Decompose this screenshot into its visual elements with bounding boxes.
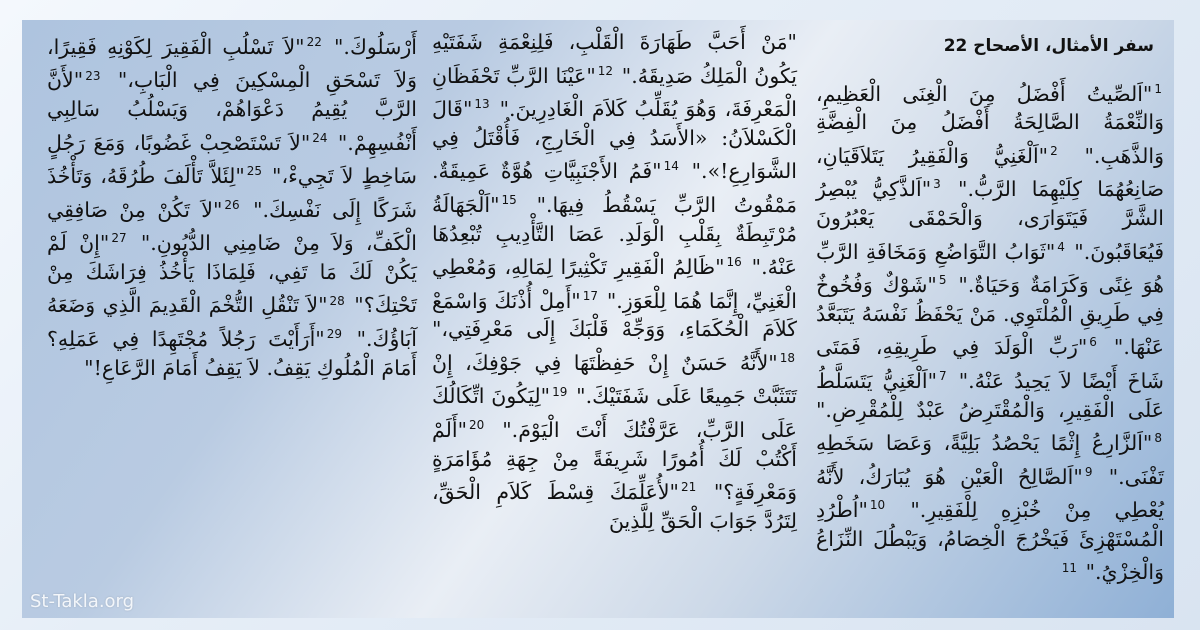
text-column-middle xyxy=(432,28,797,610)
verse-number: 26 xyxy=(224,197,240,212)
verse-text: "لأُعَلِّمَكَ قِسْطَ كَلاَمِ الْحَقِّ، لِتَرُدَّ جَوَابَ الْحَقِّ لِلَّذِينَ xyxy=(432,480,797,533)
verse-text: "لأَنَّ الرَّبَّ يُقِيمُ دَعْوَاهُمْ، وَيَسْلُبُ سَالِبِي أَنْفُسِهِمْ." xyxy=(47,68,417,155)
verse-text: "أَمِلْ أُذْنَكَ وَاسْمَعْ كَلاَمَ الْحُكَمَاءِ، وَوَجِّهْ قَلْبَكَ إِلَى مَعْرِفَتِي،" xyxy=(432,288,797,342)
verse-text: "أَلَمْ أَكْتُبْ لَكَ أُمُورًا شَرِيفَةً مِنْ جِهَةِ مُؤَامَرَةٍ وَمَعْرِفَةٍ؟" xyxy=(432,417,797,505)
verse-number: 21 xyxy=(680,480,697,495)
verse-text: "عَيْنَا الرَّبِّ تَحْفَظَانِ الْمَعْرِفَةَ، وَهُوَ يُقَلِّبُ كَلاَمَ الْغَادِرِينَ." xyxy=(432,63,797,122)
verse-text: "إِنْ لَمْ يَكُنْ لَكَ مَا تَفِي، فَلِمَاذَا يَأْخُذُ فِرَاشَكَ مِنْ تَحْتِكَ؟" xyxy=(47,231,417,318)
verse-text: "لاَ تَكُنْ مِنْ صَافِقِي الْكَفِّ، وَلاَ مِنْ ضَامِنِي الدُّيُونِ." xyxy=(47,197,417,256)
verse-number: 10 xyxy=(869,498,886,513)
verse-text: "اَلصِّيتُ أَفْضَلُ مِنَ الْغِنَى الْعَظِيمِ، وَالنِّعْمَةُ الصَّالِحَةُ أَفْضَلُ مِنَ الْفِضَّةِ وَالذَّهَبِ." xyxy=(816,81,1164,168)
verse-number: 20 xyxy=(469,418,485,433)
verse-text: "لِيَكُونَ اتِّكَالُكَ عَلَى الرَّبِّ، عَرَّفْتُكَ أَنْتَ الْيَوْمَ." xyxy=(432,384,797,442)
verse-number: 24 xyxy=(312,130,328,145)
scripture-panel xyxy=(22,20,1174,618)
verse-text: أَرْسَلُوكَ." xyxy=(334,34,417,59)
text-column-left xyxy=(47,28,417,610)
verse-number: 13 xyxy=(474,97,490,112)
verse-number: 12 xyxy=(597,63,614,78)
verse-text: "اَلزَّارِعُ إِثْمًا يَحْصُدُ بَلِيَّةً، وَعَصَا سَخَطِهِ تَفْنَى." xyxy=(816,431,1164,489)
chapter-heading: سفر الأمثال، الأصحاح 22 xyxy=(943,36,1154,56)
verse-text: "شَوْكٌ وَفُخُوخٌ فِي طَرِيقِ الْمُلْتَوِي. مَنْ يَحْفَظُ نَفْسَهُ يَتَبَعَّدُ عَنْهَا." xyxy=(816,273,1164,360)
verse-text: "اَلْغَنِيُّ وَالْفَقِيرُ يَتَلاَقَيَانِ، صَانِعُهُمَا كِلَيْهِمَا الرَّبُّ." xyxy=(816,143,1164,202)
verse-number: 2 xyxy=(1050,143,1058,158)
verse-number: 9 xyxy=(1084,464,1093,479)
verse-text: "ظَالِمُ الْفَقِيرِ تَكْثِيرًا لِمَالِهِ، وَمُعْطِي الْغَنِيِّ، إِنَّمَا هُمَا لِلْعَوَزِ." xyxy=(432,255,797,313)
verse-number: 18 xyxy=(779,351,795,365)
verse-text: "لاَ تَسْلُبِ الْفَقِيرَ لِكَوْنِهِ فَقِيرًا، وَلاَ تَسْحَقِ الْمِسْكِينَ فِي الْبَابِ،" xyxy=(47,34,417,93)
verse-text: "ثَوَابُ التَّوَاضُعِ وَمَخَافَةِ الرَّبِّ هُوَ غِنًى وَكَرَامَةٌ وَحَيَاةٌ." xyxy=(816,239,1164,298)
verse-text: "فَمُ الأَجْنَبِيَّاتِ هُوَّةٌ عَمِيقَةٌ. مَمْقُوتُ الرَّبِّ يَسْقُطُ فِيهَا." xyxy=(432,159,797,217)
verse xyxy=(334,35,417,59)
text-column-right xyxy=(816,28,1164,610)
verse-number: 17 xyxy=(582,288,598,303)
verse-text: "اَلْجَهَالَةُ مُرْتَبِطَةٌ بِقَلْبِ الْوَلَدِ. عَصَا التَّأْدِيبِ تُبْعِدُهَا عَنْهُ." xyxy=(432,192,797,280)
verse-number: 15 xyxy=(501,193,517,207)
verse-text: "أَرَأَيْتَ رَجُلاً مُجْتَهِدًا فِي عَمَلِهِ؟ أَمَامَ الْمُلُوكِ يَقِفُ. لاَ يَقِفُ أَمَامَ الرَّعَاعِ!" xyxy=(47,326,417,380)
verse-number: 1 xyxy=(1154,81,1162,96)
verse-text: "لاَ تَسْتَصْحِبْ غَضُوبًا، وَمَعَ رَجُلٍ سَاخِطٍ لاَ تَجِيءْ،" xyxy=(47,130,417,189)
verse-number: 29 xyxy=(326,327,342,342)
verse-text: "اَلْغَنِيُّ يَتَسَلَّطُ عَلَى الْفَقِيرِ، وَالْمُقْتَرِضُ عَبْدٌ لِلْمُقْرِضِ." xyxy=(816,368,1164,422)
verse xyxy=(1060,560,1079,584)
verse-text: "رَبِّ الْوَلَدَ فِي طَرِيقِهِ، فَمَتَى شَاخَ أَيْضًا لاَ يَحِيدُ عَنْهُ." xyxy=(816,335,1164,393)
verse-text: "لاَ تَنْقُلِ التُّخْمَ الْقَدِيمَ الَّذِي وَضَعَهُ آبَاؤُكَ." xyxy=(47,293,417,351)
verse-text: "مَنْ أَحَبَّ طَهَارَةَ الْقَلْبِ، فَلِنِعْمَةِ شَفَتَيْهِ يَكُونُ الْمَلِكُ صَدِيقَهُ." xyxy=(432,30,797,88)
column-body xyxy=(816,75,1164,587)
verse-text: "اُطْرُدِ الْمُسْتَهْزِئَ فَيَخْرُجَ الْخِصَامُ، وَيَبْطُلَ النِّزَاعُ وَالْخِزْيُ." xyxy=(816,498,1164,585)
verse-number: 11 xyxy=(1061,560,1078,575)
verse-number: 23 xyxy=(85,68,101,83)
verse-number: 16 xyxy=(726,255,742,270)
verse-number: 6 xyxy=(1089,335,1097,350)
column-body xyxy=(47,28,417,382)
column-body xyxy=(432,28,797,536)
verse-number: 25 xyxy=(246,164,263,179)
verse-text: "اَلذَّكِيُّ يُبْصِرُ الشَّرَّ فَيَتَوَارَى، وَالْحَمْقَى يَعْبُرُونَ فَيُعَاقَبُونَ." xyxy=(816,177,1164,264)
site-watermark: St-Takla.org xyxy=(30,591,135,612)
verse-number: 14 xyxy=(663,159,679,174)
verse-text: "قَالَ الْكَسْلاَنُ: «الأَسَدُ فِي الْخَارِجِ، فَأُقْتَلُ فِي الشَّوَارِعِ!»." xyxy=(432,97,797,184)
verse-number: 7 xyxy=(939,369,947,383)
verse-text: "لِئَلاَّ تَأْلَفَ طُرُقَهُ، وَتَأْخُذَ شَرَكًا إِلَى نَفْسِكَ." xyxy=(47,164,417,222)
verse-number: 4 xyxy=(1057,239,1065,254)
verse-number: 22 xyxy=(306,35,322,49)
verse-number: 28 xyxy=(329,293,345,308)
verse-text: "لأَنَّهُ حَسَنٌ إِنْ حَفِظْتَهَا فِي جَوْفِكَ، إِنْ تَتَثَبَّتْ جَمِيعًا عَلَى شَفَتَيْكَ." xyxy=(432,350,797,409)
verse-text: "اَلصَّالِحُ الْعَيْنِ هُوَ يُبَارَكُ، لأَنَّهُ يُعْطِي مِنْ خُبْزِهِ لِلْفَقِيرِ." xyxy=(816,464,1164,523)
verse-number: 8 xyxy=(1154,431,1162,446)
verse-number: 3 xyxy=(933,177,941,192)
verse-number: 27 xyxy=(111,231,127,246)
verse-number: 5 xyxy=(938,273,947,288)
verse-number: 19 xyxy=(552,384,568,399)
